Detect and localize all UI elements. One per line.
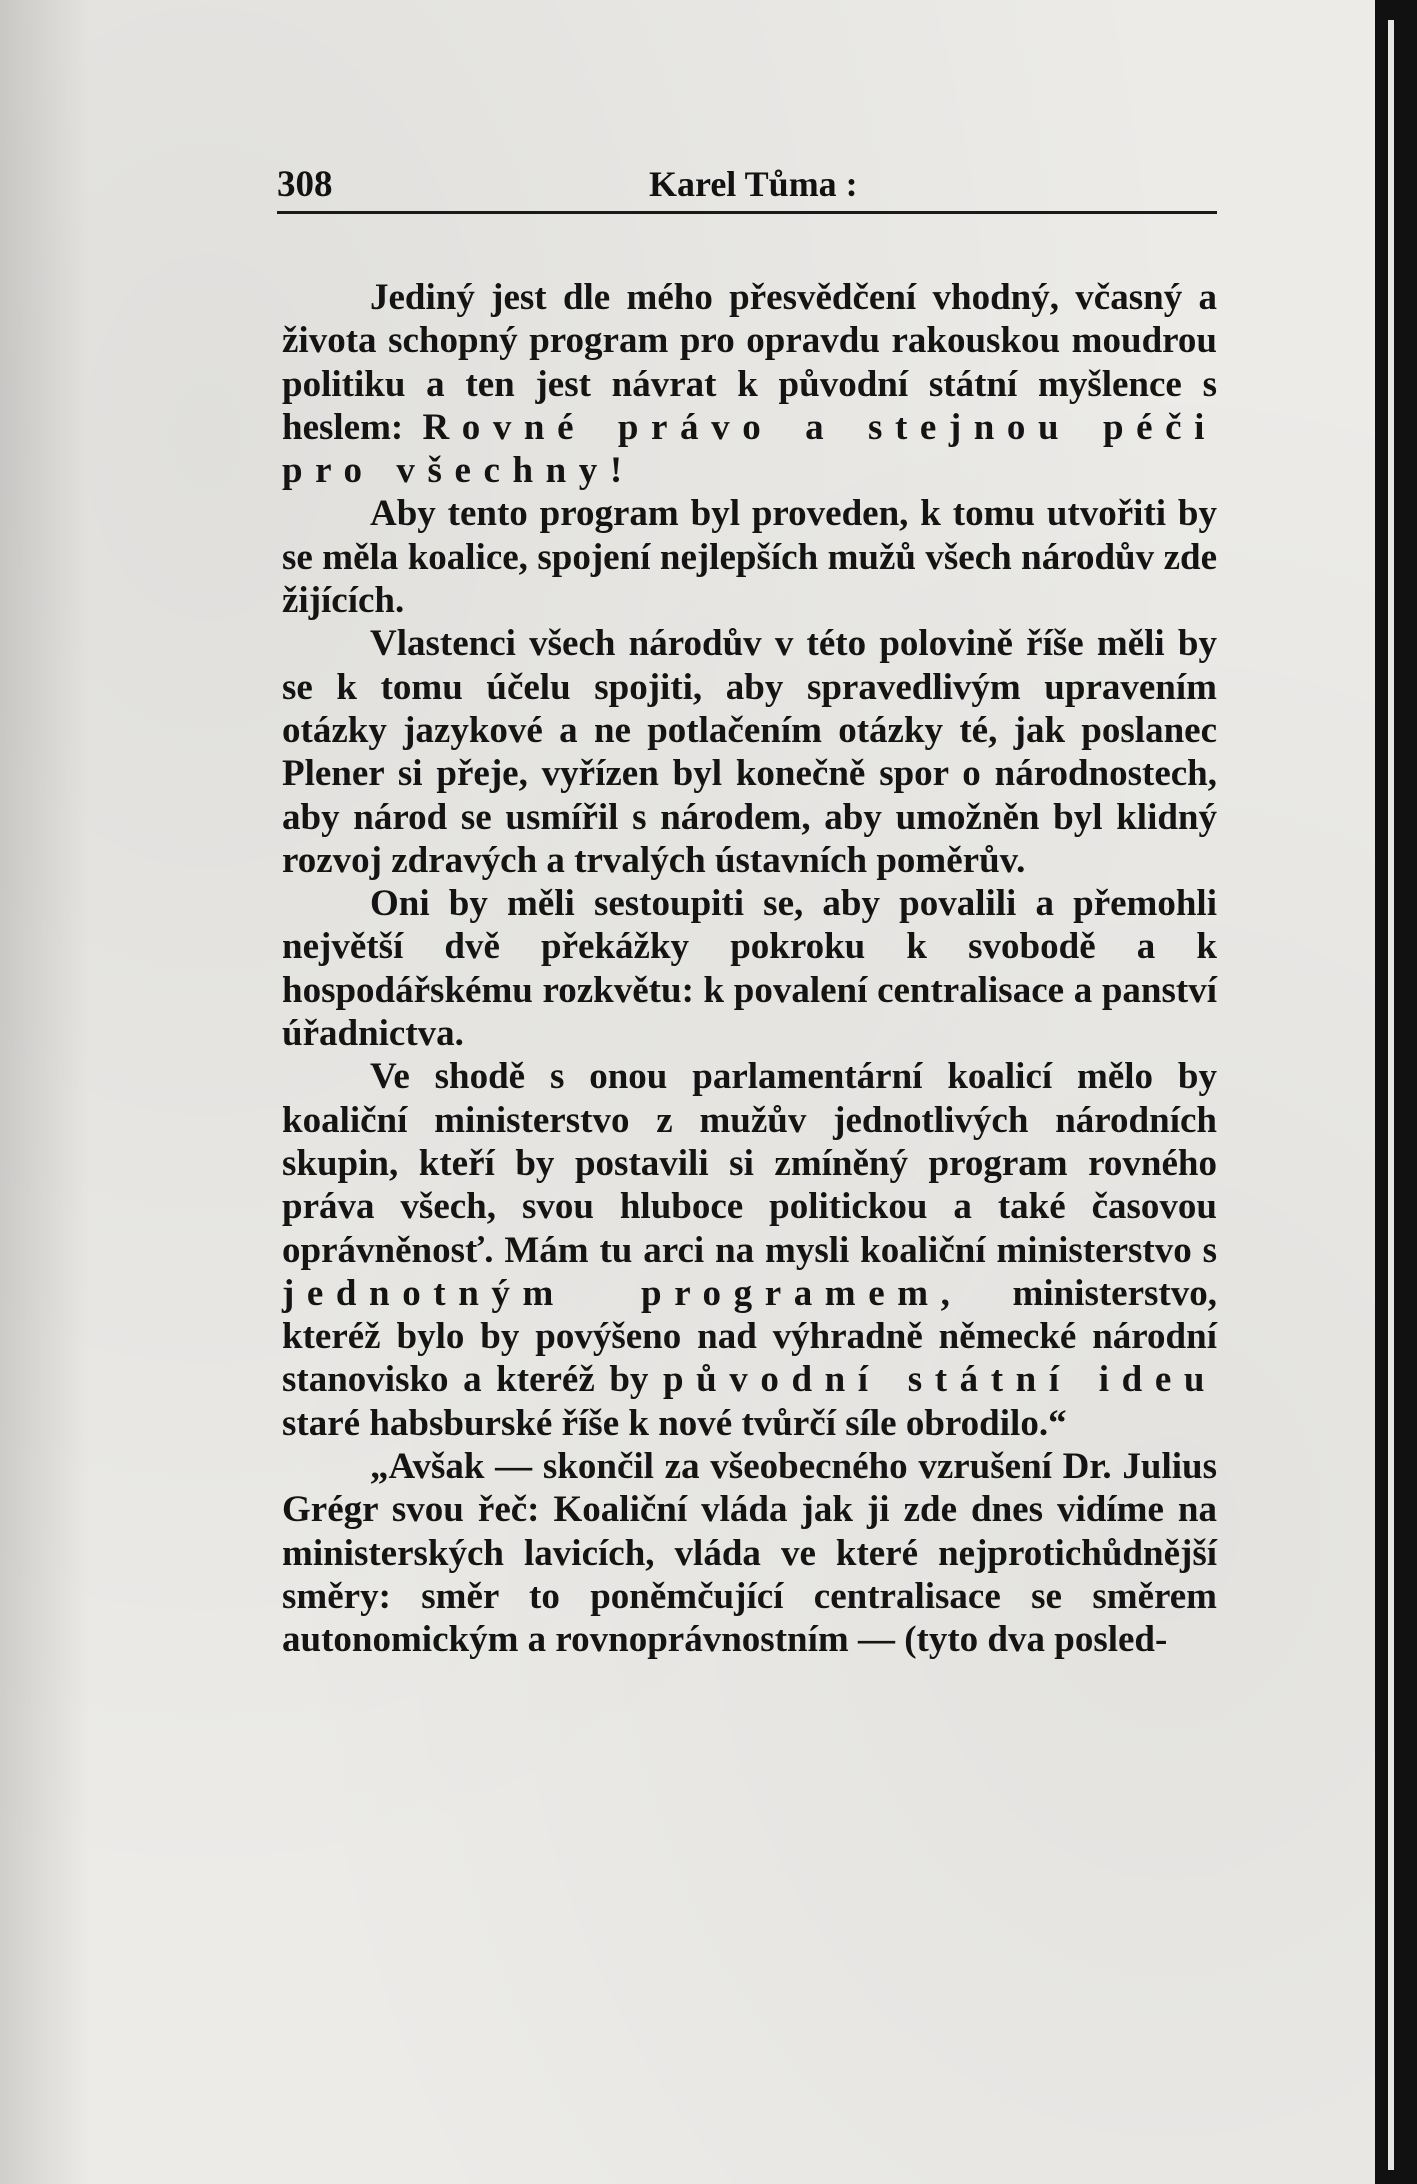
paragraph bbox=[282, 492, 1217, 622]
paragraph bbox=[282, 276, 1217, 492]
paragraph bbox=[282, 1055, 1217, 1445]
spaced-emphasis-text: Rovné právo a stejnou péči pro všechny bbox=[282, 406, 1217, 492]
paragraph-text: , ministerstvo, kteréž bylo by povýšeno nad výhradně německé národní stanovisko a kteréž by bbox=[282, 1272, 1217, 1401]
book-edge-page bbox=[1388, 20, 1394, 2170]
paragraph-text: Jediný jest dle mého přesvědčení vhodný, včasný a života schopný program pro opravdu rakouskou moudrou politiku a ten jest návrat k původní státní myšlence s heslem: bbox=[282, 277, 1217, 448]
page-header bbox=[277, 163, 1217, 213]
paragraph bbox=[282, 882, 1217, 1055]
spaced-emphasis-text: jednotným programem bbox=[282, 1272, 941, 1314]
paragraph-text: staré habsburské říše k nové tvůrčí síle obrodilo.“ bbox=[282, 1402, 1067, 1444]
page-number: 308 bbox=[277, 164, 333, 205]
book-edge bbox=[1375, 0, 1417, 2184]
body-text bbox=[282, 276, 1217, 1662]
paragraph-text: „Avšak — skončil za všeobecného vzrušení Dr. Julius Grégr svou řeč: Koaliční vláda jak ji zde dnes vidíme na ministerských lavicích, vláda ve které nejprotichůdnější směry: směr to poněmčující centralisace se směrem autonomickým a rovnoprávnostním — (tyto dva posled- bbox=[282, 1446, 1217, 1661]
running-head: Karel Tůma : bbox=[649, 164, 858, 204]
header-rule bbox=[277, 211, 1217, 214]
paragraph-text: Ve shodě s onou parlamentární koalicí mělo by koaliční ministerstvo z mužův jednotlivých národních skupin, kteří by postavili si zmíněný program rovného práva všech, svou hluboce politickou a také časovou oprávněnosť. Mám tu arci na mysli koaliční ministerstvo s bbox=[282, 1056, 1217, 1271]
paragraph-text: Oni by měli sestoupiti se, aby povalili a přemohli největší dvě překážky pokroku k svobodě a k hospodářskému rozkvětu: k povalení centralisace a panství úřadnictva. bbox=[282, 883, 1217, 1055]
paragraph bbox=[282, 1445, 1217, 1661]
paragraph bbox=[282, 622, 1217, 882]
page-shadow bbox=[0, 0, 90, 2184]
paragraph-text: Aby tento program byl proveden, k tomu utvořiti by se měla koalice, spojení nejlepších mužů všech národův zde žijících. bbox=[282, 493, 1217, 622]
spaced-emphasis-text: původní státní ideu bbox=[662, 1359, 1217, 1401]
paragraph-text: Vlastenci všech národův v této polovině říše měli by se k tomu účelu spojiti, aby spravedlivým upravením otázky jazykové a ne potlačením otázky té, jak poslanec Plener si přeje, vyřízen byl konečně spor o národnostech, aby národ se usmířil s národem, aby umožněn byl klidný rozvoj zdravých a trvalých ústavních poměrův. bbox=[282, 623, 1217, 881]
paragraph-text: ! bbox=[609, 450, 623, 492]
